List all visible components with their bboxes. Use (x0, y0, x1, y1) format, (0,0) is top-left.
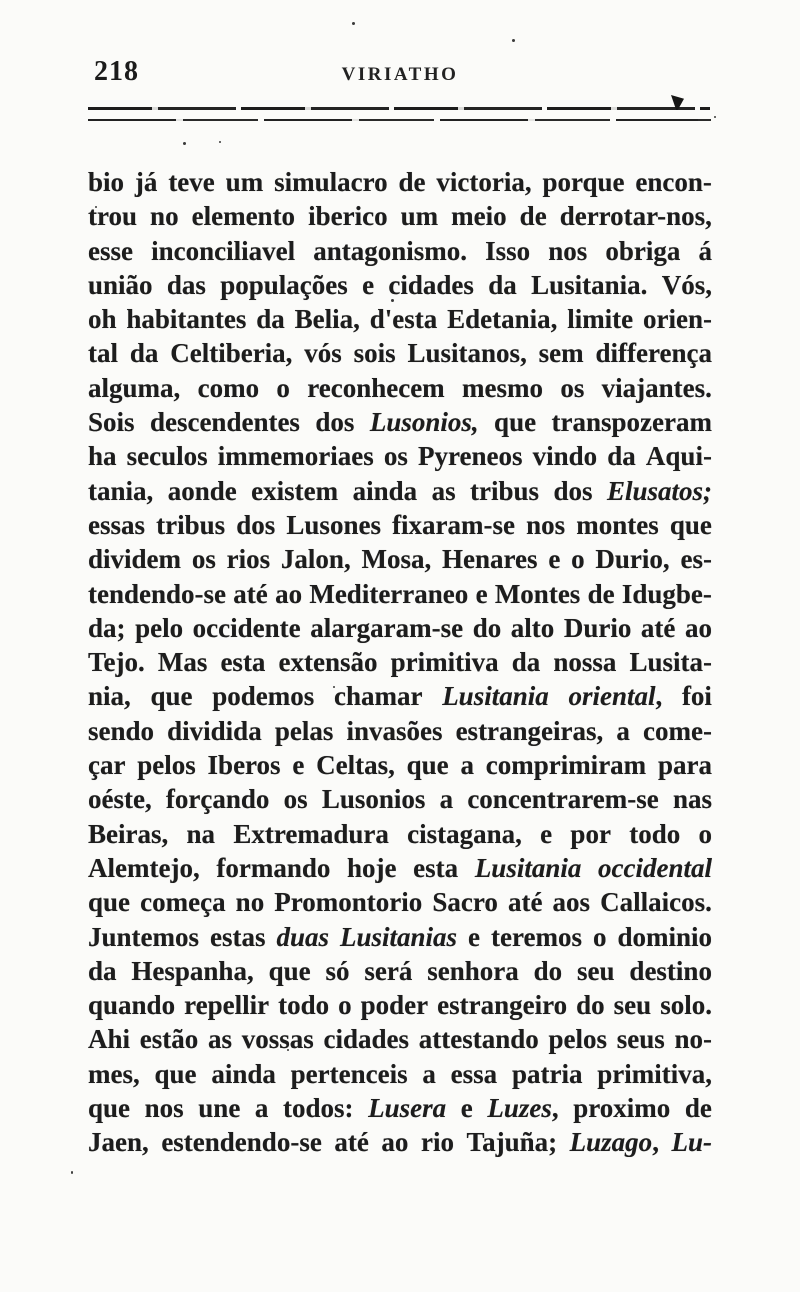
word: Idugbe- (621, 578, 712, 609)
word: oh (88, 304, 117, 335)
word: orien- (643, 304, 712, 335)
text-line (88, 645, 712, 679)
word: já (134, 167, 158, 197)
word: Isso (485, 235, 531, 266)
word: da (129, 338, 159, 369)
text-line (88, 199, 712, 233)
word: Aqui- (645, 441, 712, 472)
word: esta (220, 647, 266, 678)
word: simulacro (274, 167, 388, 197)
word: nossa (553, 647, 617, 678)
word: Durio (563, 612, 632, 643)
word: ao (275, 578, 303, 609)
word: sendo (88, 715, 155, 746)
word: duas (276, 921, 330, 952)
word: Mosa, (361, 544, 432, 575)
word: do (533, 955, 563, 986)
word: primitiva (390, 647, 499, 678)
word: obriga (605, 235, 681, 266)
word: sois (353, 338, 396, 369)
text-line (88, 988, 712, 1022)
word: no (150, 201, 179, 232)
text-line (88, 1125, 712, 1159)
word: á (698, 235, 712, 266)
word: porque (542, 167, 625, 197)
word: será (364, 955, 413, 986)
word: cistagana, (407, 818, 522, 849)
text-line (88, 817, 712, 851)
word: até (507, 887, 543, 918)
header-rule-top (88, 107, 710, 110)
text-line (88, 336, 712, 370)
word: Celtas, (316, 750, 395, 781)
word: tania, (88, 475, 154, 506)
word: Luzago, (569, 1127, 659, 1158)
word: como (197, 372, 260, 403)
word: Lu- (671, 1127, 712, 1158)
word: a (460, 750, 474, 781)
text-line (88, 611, 712, 645)
word: iberico (308, 201, 388, 232)
word: extensão (278, 647, 378, 678)
word: occidente (192, 612, 301, 643)
word: Durio, (595, 544, 670, 575)
word: elemento (191, 201, 296, 232)
word: começa (140, 887, 226, 918)
word: por (570, 818, 611, 849)
word: Tajuña; (466, 1127, 558, 1158)
word: o (592, 921, 607, 952)
word: populações (220, 269, 348, 300)
word: bio (88, 167, 125, 197)
word: nos (548, 235, 588, 266)
word: tribus (470, 475, 540, 506)
word: proximo (573, 1093, 671, 1124)
word: encon- (635, 167, 712, 197)
word: que (268, 955, 311, 986)
word: formando (216, 852, 331, 883)
word: Tejo. (88, 647, 145, 678)
ink-speck (512, 39, 515, 42)
word: Luzes, (487, 1093, 559, 1124)
word: Belia, (294, 304, 360, 335)
word: aos (552, 887, 591, 918)
word: concentrarem-se (467, 784, 659, 815)
word: cidades (388, 269, 474, 300)
word: antagonismo. (313, 235, 467, 266)
word: dividida (167, 715, 262, 746)
word: immemoriaes (217, 441, 374, 472)
word: Lusitania (474, 852, 582, 883)
word: reconhecem (307, 372, 445, 403)
word: Extremadura (233, 818, 389, 849)
text-line (88, 577, 712, 611)
word: Beiras, (88, 818, 169, 849)
ink-speck (714, 116, 716, 118)
text-line (88, 714, 712, 748)
word: da (488, 269, 517, 300)
word: o (276, 372, 290, 403)
word: Vós, (661, 269, 712, 300)
word: os (560, 372, 585, 403)
word: nia, (88, 681, 131, 712)
word: até (233, 578, 268, 609)
word: pelo (135, 612, 184, 643)
word: habitantes (126, 304, 247, 335)
word: fixaram-se (392, 509, 516, 540)
word: que (406, 750, 449, 781)
word: os (283, 784, 308, 815)
word: essas (88, 509, 146, 540)
word: tal (88, 338, 118, 369)
word: que (88, 1093, 131, 1124)
word: estrangeiras, (455, 715, 604, 746)
word: oriental, (568, 681, 663, 712)
text-line (88, 302, 712, 336)
word: seculos (126, 441, 208, 472)
word: os (191, 544, 216, 575)
word: que (88, 887, 131, 918)
word: dos (315, 407, 355, 438)
word: pelos (548, 1024, 607, 1055)
word: estas (210, 921, 266, 952)
word: estrangeiro (437, 990, 568, 1021)
word: essa (450, 1058, 498, 1089)
word: trou (88, 201, 138, 232)
word: as (431, 475, 456, 506)
word: ainda (352, 475, 418, 506)
text-line (88, 851, 712, 885)
word: Lusonios, (369, 407, 479, 438)
word: d'esta (369, 304, 438, 335)
word: nas (672, 784, 712, 815)
text-line (88, 234, 712, 268)
ink-speck (71, 1171, 73, 1174)
word: victoria, (436, 167, 532, 197)
word: occidental (598, 852, 712, 883)
word: Lusita- (629, 647, 712, 678)
ink-speck (352, 22, 355, 25)
word: primitiva, (597, 1058, 712, 1089)
word: nos (144, 1093, 184, 1124)
word: differença (595, 338, 712, 369)
word: no (235, 887, 265, 918)
word: nos (526, 509, 566, 540)
word: çar (88, 750, 126, 781)
word: meio (451, 201, 507, 232)
word: união (88, 269, 153, 300)
word: esta (413, 852, 459, 883)
word: poder (360, 990, 429, 1021)
word: aonde (167, 475, 237, 506)
word: Lusones (286, 509, 381, 540)
word: pelos (137, 750, 196, 781)
text-line (88, 1091, 712, 1125)
word: todo (629, 818, 681, 849)
word: seu (577, 955, 615, 986)
word: de (587, 578, 615, 609)
word: Celtiberia, (170, 338, 293, 369)
word: que (669, 509, 712, 540)
word: Iberos (207, 750, 281, 781)
word: e (475, 578, 488, 609)
word: e (540, 818, 553, 849)
word: vindo (532, 441, 598, 472)
word: no- (674, 1024, 712, 1055)
word: todo (278, 990, 330, 1021)
word: tendendo-se (88, 578, 227, 609)
word: Jaen, (88, 1127, 149, 1158)
text-line (88, 954, 712, 988)
word: une (198, 1093, 241, 1124)
word: a (439, 784, 454, 815)
word: Montes (494, 578, 581, 609)
word: Alemtejo, (88, 852, 200, 883)
word: a (616, 715, 630, 746)
text-line (88, 885, 712, 919)
word: da (88, 955, 117, 986)
word: foi (681, 681, 712, 712)
word: transpozeram (551, 407, 712, 438)
word: alguma, (88, 372, 181, 403)
word: da (607, 441, 636, 472)
word: come- (643, 715, 712, 746)
word: comprimiram (485, 750, 647, 781)
word: mesmo (462, 372, 543, 403)
word: invasões (346, 715, 443, 746)
word: rios (226, 544, 271, 575)
word: viajantes. (601, 372, 712, 403)
word: alargaram-se (310, 612, 464, 643)
word: teve (168, 167, 215, 197)
header-rule-bottom (88, 119, 706, 121)
text-line (88, 1022, 712, 1056)
text-line (88, 542, 712, 576)
word: Hespanha, (131, 955, 254, 986)
word: dividem (88, 544, 182, 575)
word: e (362, 269, 375, 300)
word: da; (88, 612, 126, 643)
word: solo. (660, 990, 712, 1021)
word: a (422, 1058, 436, 1089)
word: es- (680, 544, 712, 575)
word: que (494, 407, 537, 438)
word: de (519, 201, 547, 232)
word: ao (684, 612, 712, 643)
word: pertenceis (290, 1058, 408, 1089)
ink-speck (219, 141, 221, 143)
word: Lusera (368, 1093, 447, 1124)
word: do (576, 990, 605, 1021)
word: na (186, 818, 216, 849)
word: existem (251, 475, 339, 506)
word: esse (88, 235, 133, 266)
word: ainda (211, 1058, 276, 1089)
text-line (88, 508, 712, 542)
word: seus (616, 1024, 665, 1055)
text-line (88, 782, 712, 816)
word: da (256, 304, 285, 335)
word: Lusitania (442, 681, 549, 712)
word: oéste, (88, 784, 152, 815)
word: quando (88, 990, 176, 1021)
text-line (88, 439, 712, 473)
word: de (398, 167, 426, 197)
word: patria (511, 1058, 583, 1089)
word: de (684, 1093, 712, 1124)
word: attestando (418, 1024, 539, 1055)
text-line (88, 679, 712, 713)
text-line (88, 405, 712, 439)
word: e (468, 921, 481, 952)
word: teremos (491, 921, 582, 952)
word: cidades (323, 1024, 410, 1055)
word: o (571, 544, 585, 575)
word: estão (139, 1024, 199, 1055)
word: Juntemos (88, 921, 200, 952)
word: Mediterraneo (309, 578, 469, 609)
word: montes (576, 509, 659, 540)
text-line (88, 920, 712, 954)
word: Pyreneos (417, 441, 523, 472)
word: Ahi (88, 1024, 131, 1055)
word: destino (629, 955, 712, 986)
word: Sacro (432, 887, 498, 918)
word: Sois (88, 407, 135, 438)
word: rio (420, 1127, 454, 1158)
word: descendentes (149, 407, 300, 438)
word: que (154, 1058, 197, 1089)
word: mes, (88, 1058, 140, 1089)
word: senhora (427, 955, 519, 986)
rule-tail-dash (698, 119, 711, 121)
word: até (640, 612, 676, 643)
word: os (383, 441, 408, 472)
word: forçando (165, 784, 270, 815)
body-text-block (88, 165, 712, 1160)
word: Lusitanos, (407, 338, 527, 369)
text-line (88, 748, 712, 782)
word: chamar (333, 681, 423, 712)
word: um (400, 201, 439, 232)
text-line (88, 1057, 712, 1091)
word: limite (567, 304, 634, 335)
word: as (207, 1024, 232, 1055)
text-line (88, 371, 712, 405)
word: pelas (274, 715, 334, 746)
word: dominio (617, 921, 712, 952)
word: Lusitania. (531, 269, 648, 300)
word: Lusonios (321, 784, 426, 815)
word: Jalon, (280, 544, 351, 575)
text-line (88, 268, 712, 302)
word: Promontorio (274, 887, 423, 918)
word: Henares (442, 544, 538, 575)
word: dos (236, 509, 276, 540)
word: a (254, 1093, 269, 1124)
word: Mas (157, 647, 208, 678)
word: ha (88, 441, 117, 472)
ink-speck (183, 142, 186, 145)
word: tribus (156, 509, 226, 540)
word: das (166, 269, 206, 300)
word: derrotar-nos, (559, 201, 712, 232)
text-line (88, 474, 712, 508)
word: e (460, 1093, 473, 1124)
word: seu (613, 990, 652, 1021)
word: o (698, 818, 712, 849)
word: todos: (283, 1093, 354, 1124)
word: sem (538, 338, 584, 369)
text-line (88, 165, 712, 199)
word: inconciliavel (151, 235, 296, 266)
word: ao (381, 1127, 409, 1158)
word: Lusitanias (340, 921, 458, 952)
running-header-title: VIRIATHO (341, 64, 459, 85)
word: e (292, 750, 305, 781)
word: hoje (347, 852, 397, 883)
word: e (548, 544, 561, 575)
word: da (511, 647, 541, 678)
word: até (334, 1127, 369, 1158)
word: vós (304, 338, 342, 369)
word: vossas (241, 1024, 314, 1055)
word: que (150, 681, 193, 712)
word: podemos (212, 681, 315, 712)
word: alto (510, 612, 555, 643)
word: Elusatos; (606, 475, 712, 506)
word: estendendo-se (161, 1127, 322, 1158)
word: Edetania, (447, 304, 558, 335)
word: dos (553, 475, 593, 506)
word: um (225, 167, 264, 197)
word: para (657, 750, 712, 781)
word: do (472, 612, 502, 643)
word: repellir (184, 990, 270, 1021)
word: o (338, 990, 352, 1021)
word: Callaicos. (600, 887, 712, 918)
word: só (325, 955, 350, 986)
page-number: 218 (94, 56, 139, 87)
